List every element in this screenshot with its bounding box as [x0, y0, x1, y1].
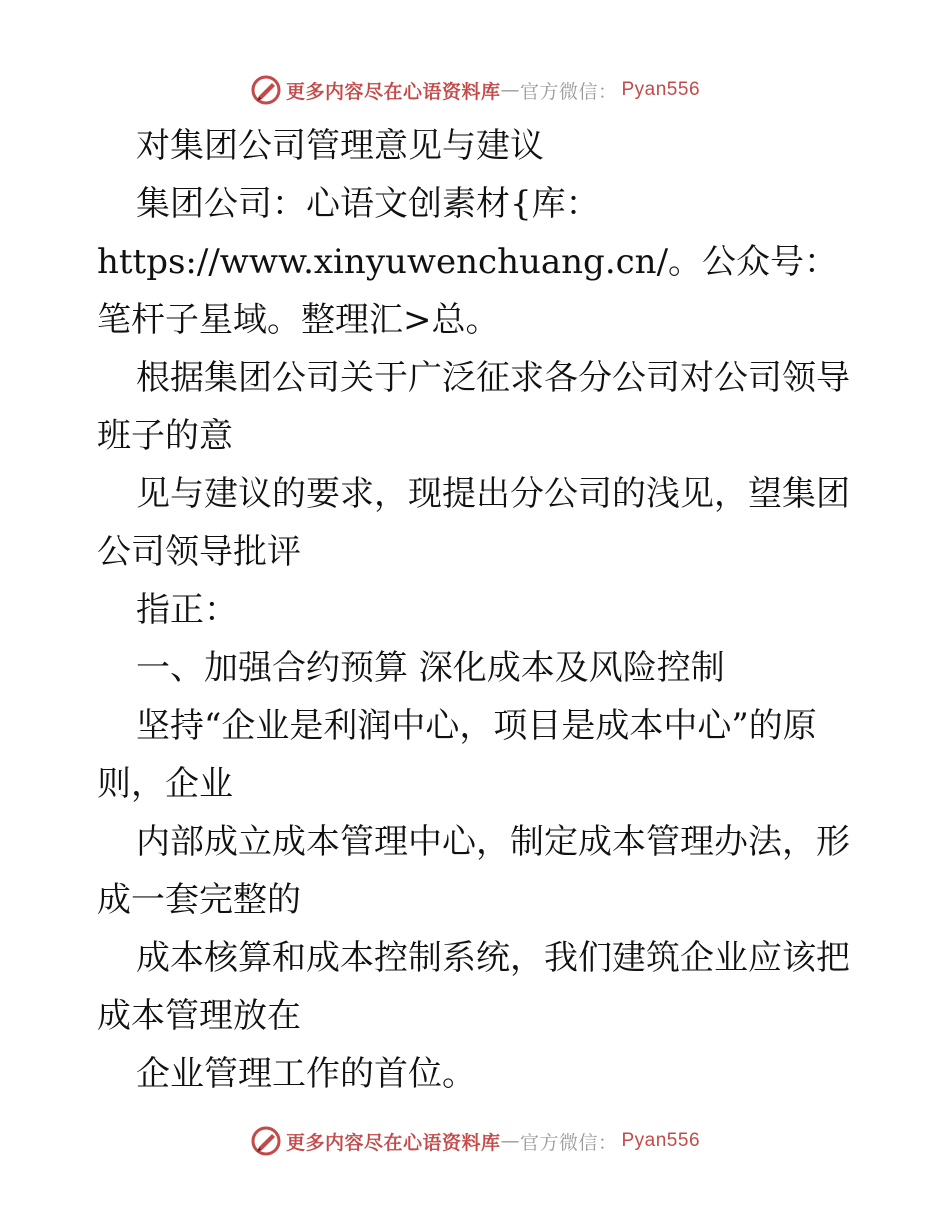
body-paragraph: 企业管理工作的首位。: [136, 1054, 476, 1094]
body-paragraph: 成本核算和成本控制系统，我们建筑企业应该把成本管理放在: [97, 938, 850, 1036]
watermark-official-label: 官方微信：: [519, 1131, 618, 1154]
pen-logo-icon: [250, 74, 282, 106]
watermark-header: [0, 70, 950, 110]
document-title: 对集团公司管理意见与建议: [136, 126, 544, 166]
watermark-official-label: 官方微信：: [519, 80, 618, 103]
body-paragraph: 坚持“企业是利润中心，项目是成本中心”的原则，企业: [97, 706, 817, 804]
watermark-separator: —: [500, 1130, 520, 1152]
watermark-brand: 更多内容尽在心语资料库: [285, 1131, 501, 1154]
section-heading: 一、加强合约预算 深化成本及风险控制: [136, 648, 725, 688]
pen-logo-icon: [250, 1125, 282, 1157]
watermark-wechat-id: Pyan556: [621, 1130, 701, 1151]
body-paragraph: 指正：: [136, 590, 238, 630]
watermark-separator: —: [500, 79, 520, 101]
watermark-brand: 更多内容尽在心语资料库: [285, 80, 501, 103]
source-paragraph: 集团公司：心语文创素材{库：https://www.xinyuwenchuang.cn/。公众号：笔杆子星域。整理汇>总。: [97, 184, 839, 340]
body-paragraph: 根据集团公司关于广泛征求各分公司对公司领导班子的意: [97, 358, 850, 456]
document-body: [97, 117, 857, 1103]
watermark-wechat-id: Pyan556: [621, 79, 701, 100]
body-paragraph: 内部成立成本管理中心，制定成本管理办法，形成一套完整的: [97, 822, 850, 920]
body-paragraph: 见与建议的要求，现提出分公司的浅见，望集团公司领导批评: [97, 474, 850, 572]
watermark-footer: [0, 1121, 950, 1161]
